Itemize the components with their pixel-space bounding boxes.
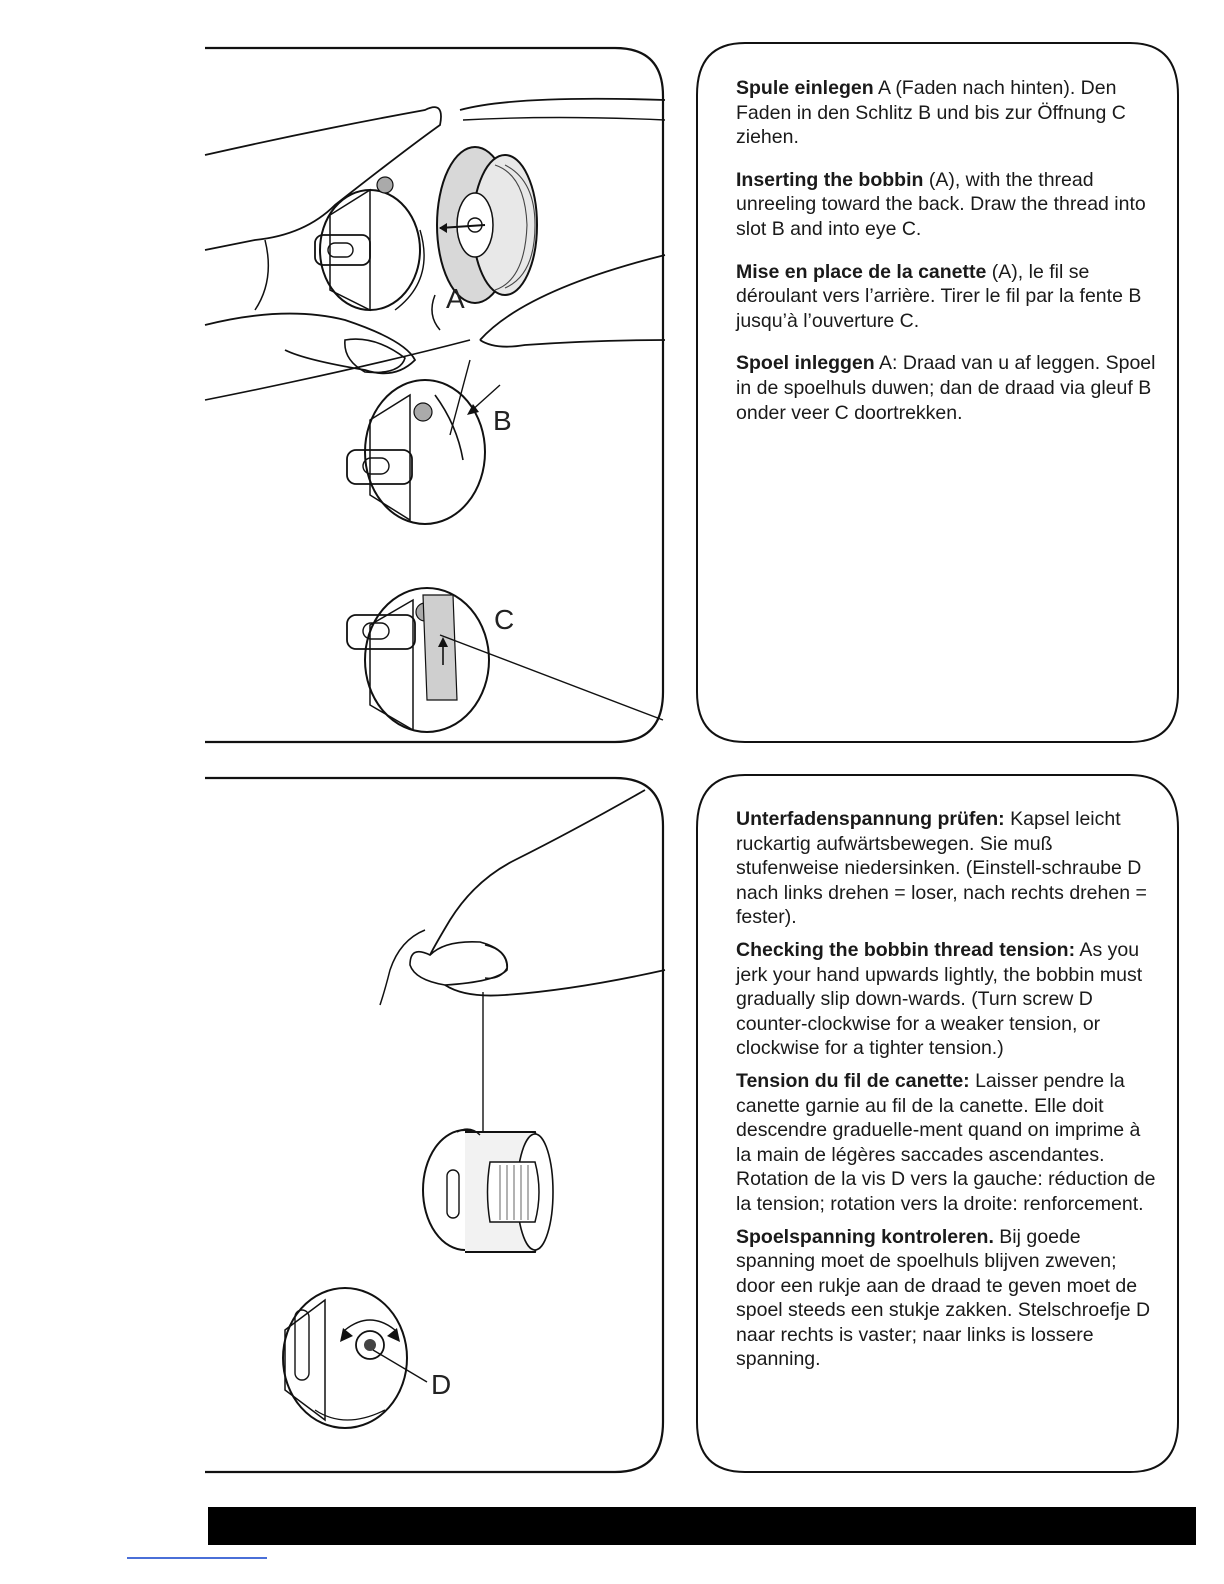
- heading: Checking the bobbin thread tension:: [736, 938, 1076, 961]
- heading: Tension du fil de canette:: [736, 1069, 970, 1092]
- body: Kapsel leicht ruckartig aufwärtsbewegen. Sie muß stufenweise niedersinken. (Einstell-schraube D nach links drehen = loser, nach rechts drehen = fester).: [736, 808, 1147, 929]
- body: Laisser pendre la canette garnie au fil de la canette. Elle doit descendre graduelle-ment quand on imprime à la main de légères saccades ascendantes. Rotation de la vis D vers la gauche: réduction de la tension; rotation vers la droite: renforcement.: [736, 1069, 1156, 1215]
- paragraph-fr-tension: [736, 1069, 1156, 1217]
- heading: Inserting the bobbin: [736, 168, 924, 191]
- paragraph-de-tension: [736, 807, 1156, 930]
- label-c: C: [494, 604, 515, 635]
- footer-black-bar: [208, 1507, 1196, 1545]
- body: A: Draad van u af leggen. Spoel in de spoelhuls duwen; dan de draad via gleuf B onder veer C doortrekken.: [736, 352, 1156, 424]
- heading: Spoel inleggen: [736, 352, 875, 375]
- heading: Mise en place de la canette: [736, 260, 987, 283]
- paragraph-en-tension: [736, 938, 1156, 1061]
- illustration-frame-top: [195, 40, 670, 750]
- label-b: B: [493, 405, 512, 436]
- body: (A), with the thread unreeling toward the back. Draw the thread into slot B and into eye C.: [736, 168, 1146, 240]
- body: A (Faden nach hinten). Den Faden in den Schlitz B und bis zur Öffnung C ziehen.: [736, 77, 1126, 149]
- body: Bij goede spanning moet de spoelhuls blijven zweven; door een rukje aan de draad te geven moet de spoel steeds een stukje zakken. Stelschroefje D naar rechts is vaster; naar links is lossere spanning.: [736, 1225, 1151, 1371]
- heading: Spoelspanning kontroleren.: [736, 1225, 994, 1248]
- hand-holding-thread: [430, 790, 645, 955]
- footer-blue-rule: [127, 1557, 267, 1559]
- heading: Spule einlegen: [736, 77, 874, 99]
- body: (A), le fil se déroulant vers l’arrière. Tirer le fil par la fente B jusqu’à l’ouverture C.: [736, 260, 1142, 332]
- label-d: D: [431, 1369, 452, 1400]
- heading: Unterfadenspannung prüfen:: [736, 808, 1005, 830]
- text-panel-bottom: [736, 807, 1156, 1380]
- label-a: A: [446, 283, 465, 314]
- paragraph-nl-tension: [736, 1225, 1156, 1373]
- body: As you jerk your hand upwards lightly, the bobbin must gradually slip down-wards. (Turn screw D counter-clockwise for a weaker tension, or clockwise for a tighter tension.): [736, 938, 1143, 1060]
- illustration-bobbin-insert: [195, 40, 670, 750]
- paragraph-de-insert: [736, 76, 1156, 150]
- paragraph-fr-insert: [736, 260, 1156, 334]
- text-panel-top: [736, 76, 1156, 443]
- paragraph-en-insert: [736, 168, 1156, 242]
- paragraph-nl-insert: [736, 351, 1156, 425]
